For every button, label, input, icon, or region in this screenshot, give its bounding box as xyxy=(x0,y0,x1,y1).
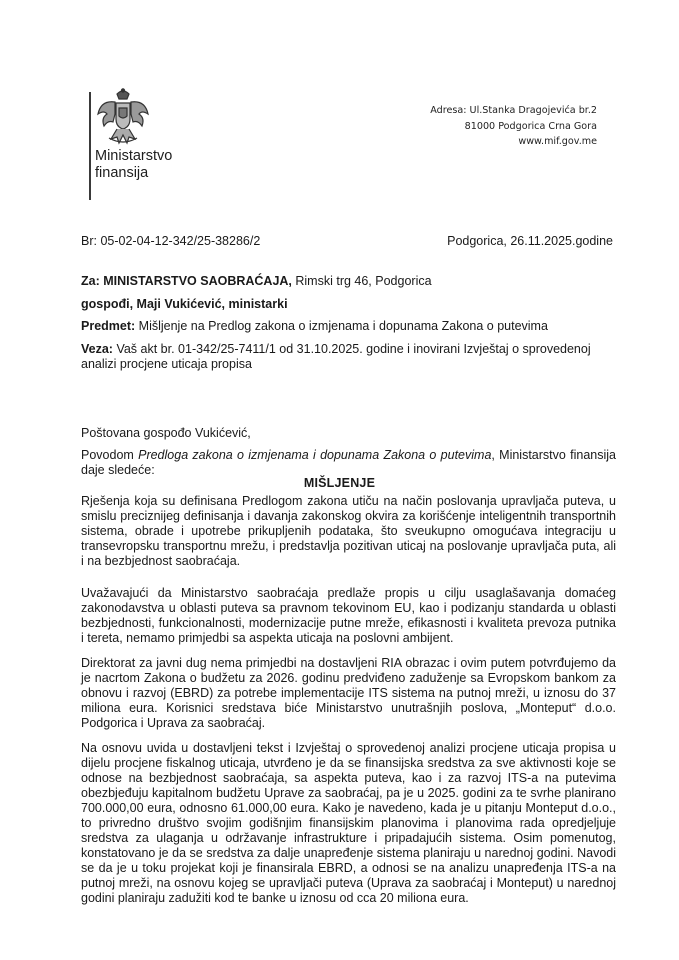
to-organization: MINISTARSTVO SAOBRAĆAJA, xyxy=(103,274,292,288)
montenegro-coat-of-arms-icon xyxy=(95,88,151,150)
ministry-name-line1: Ministarstvo xyxy=(95,148,173,164)
recipient-person-line xyxy=(81,297,611,312)
place-date: Podgorica, 26.11.2025.godine xyxy=(447,234,613,248)
recipient-line xyxy=(81,274,611,289)
intro-after: , Ministarstvo finansija daje sledeće: xyxy=(81,448,616,477)
body-paragraph-1: Rješenja koja su definisana Predlogom zakona utiču na način poslovanja upravljača puteva, u smislu preciznijeg definisanja i davanja zakonskog okvira za korišćenje inteligentnih transportnih sistema, obrade i upotrebe prikupljenih podataka, što sveukupno omogućava integraciju u transevropsku transportnu mrežu, i predstavlja pozitivan uticaj na poslovanje upravljača puta, ali i na bezbjednost saobraćaja. xyxy=(81,494,616,568)
subject-text: Mišljenje na Predlog zakona o izmjenama i dopunama Zakona o putevima xyxy=(135,319,548,333)
body-paragraph-4: Na osnovu uvida u dostavljeni tekst i Izvještaj o sprovedenoj analizi procjene uticaja propisa u dijelu procjene fiskalnog uticaja, utvrđeno je da se finansijska sredstva za sve aktivnosti koje se odnose na bezbjednost saobraćaja, sa aspekta puteva, kao i za razvoj ITS-a na putevima obezbjeđuju kapitalnom budžetu Uprave za saobraćaj, pa je u 2025. godini za te svrhe planirano 700.000,00 eura, odnosno 61.000,00 eura. Kako je navedeno, kada je u pitanju Monteput d.o.o., to privredno društvo svojim godišnjim finansijskim planovima i planovima rada opredjeljuje sredstva za ulaganja u održavanje infrastrukture i pripadajućih sistema. Osim pomenutog, konstatovano je da se sredstva za dalje unapređenje sistema planiraju u narednoj godini. Navodi se da je u toku projekat koji je finansirala EBRD, a odnosi se na analizu unapređenja ITS-a na putnoj mreži, na osnovu kojeg se upravljači puteva (Uprava za saobraćaj i Monteput) u narednoj godini planiraju zadužiti kod te banke u iznosu od cca 20 miliona eura. xyxy=(81,741,616,905)
address-city: 81000 Podgorica Crna Gora xyxy=(464,120,597,132)
ministry-name-line2: finansija xyxy=(95,165,149,181)
ministry-address xyxy=(430,103,597,150)
to-address: Rimski trg 46, Podgorica xyxy=(291,274,432,288)
ministry-name xyxy=(95,148,172,182)
letterhead-divider xyxy=(89,92,91,200)
intro-before: Povodom xyxy=(81,448,139,462)
subject-label: Predmet: xyxy=(81,319,136,333)
salutation: Poštovana gospođo Vukićević, xyxy=(81,426,251,440)
website-link[interactable]: www.mif.gov.me xyxy=(518,136,597,147)
link-label: Veza: xyxy=(81,342,113,356)
reference-number: Br: 05-02-04-12-342/25-38286/2 xyxy=(81,234,261,248)
intro-paragraph xyxy=(81,448,616,478)
reference-link-line xyxy=(81,342,616,372)
intro-law-title: Predloga zakona o izmjenama i dopunama Zakona o putevima xyxy=(138,448,492,462)
opinion-heading: MIŠLJENJE xyxy=(303,476,376,490)
body-paragraph-3: Direktorat za javni dug nema primjedbi na dostavljeni RIA obrazac i ovim putem potvrđujemo da je nacrtom Zakona o budžetu za 2026. godinu predviđeno zaduženje sa Evropskom bankom za obnovu i razvoj (EBRD) za potrebe implementacije ITS sistema na putnoj mreži, u iznosu do 37 miliona eura. Korisnici sredstava biće Ministarstvo unutrašnjih poslova, „Monteput“ d.o.o. Podgorica i Uprava za saobraćaj. xyxy=(81,656,616,730)
address-street: Adresa: Ul.Stanka Dragojevića br.2 xyxy=(430,105,597,116)
body-paragraph-2: Uvažavajući da Ministarstvo saobraćaja predlaže propis u cilju usaglašavanja domaćeg zakonodavstva u oblasti puteva sa pravnom tekovinom EU, kao i podizanju standarda u oblasti bezbjednosti, funkcionalnosti, modernizacije putne mreže, efikasnosti i kvaliteta prevoza putnika i tereta, nemamo primjedbi sa aspekta uticaja na poslovni ambijent. xyxy=(81,586,616,645)
subject-line xyxy=(81,319,611,334)
to-label: Za: xyxy=(81,274,100,288)
recipient-person: gospođi, Maji Vukićević, ministarki xyxy=(81,297,288,311)
link-text: Vaš akt br. 01-342/25-7411/1 od 31.10.2025. godine i inovirani Izvještaj o sprovedenoj analizi procjene uticaja propisa xyxy=(81,342,591,371)
